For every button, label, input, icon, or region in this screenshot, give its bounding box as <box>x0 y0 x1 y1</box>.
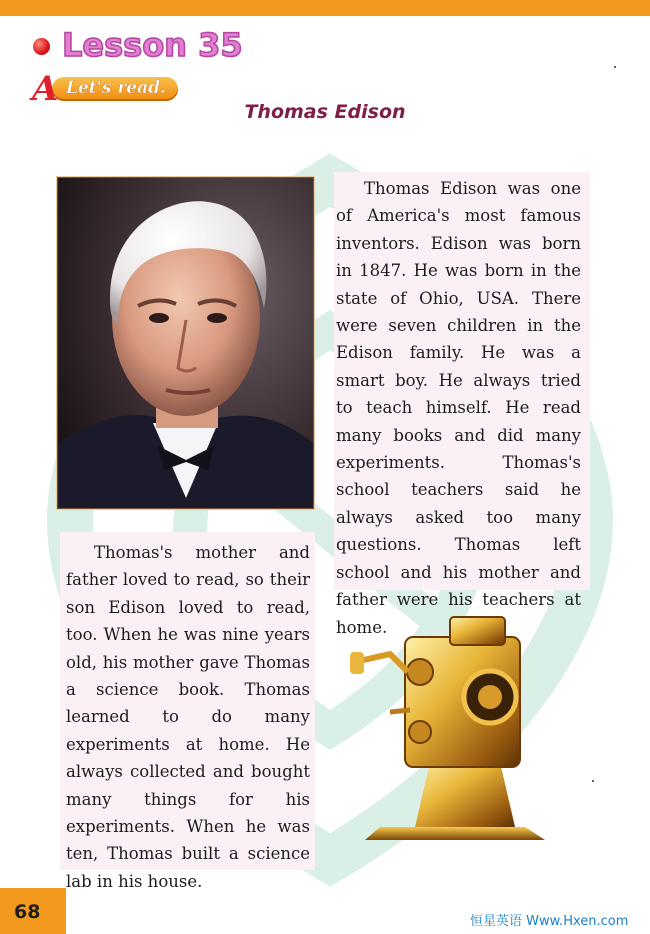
page-number: 68 <box>14 901 41 923</box>
section-label: Let's read. <box>66 78 166 98</box>
section-letter: A <box>32 69 59 109</box>
print-speck <box>592 780 594 782</box>
print-speck <box>614 66 616 68</box>
story-paragraph-1: Thomas Edison was one of America's most famous inventors. Edison was born in 1847. He was born in the state of Ohio, USA. There were seven children in the Edison family. He was a smart boy. He always tried to teach himself. He read many books and did many experiments. Thomas's school teachers said he always asked too many questions. Thomas left school and his mother and father were his teachers at home. <box>336 179 581 637</box>
lesson-title: Lesson 35 <box>62 26 243 64</box>
top-color-bar <box>0 0 650 16</box>
projector-image <box>350 612 555 842</box>
site-watermark-text: 恒星英语 Www.Hxen.com <box>470 914 629 929</box>
story-paragraph-2: Thomas's mother and father loved to read, so their son Edison loved to read, too. When he was nine years old, his mother gave Thomas a science book. Thomas learned to do many experiments at home. He always collected and bought many things for his experiments. When he was ten, Thomas built a science lab in his house. <box>66 543 310 891</box>
story-title: Thomas Edison <box>244 101 406 123</box>
edison-portrait-image <box>57 177 314 509</box>
lesson-bullet-icon <box>33 38 50 55</box>
